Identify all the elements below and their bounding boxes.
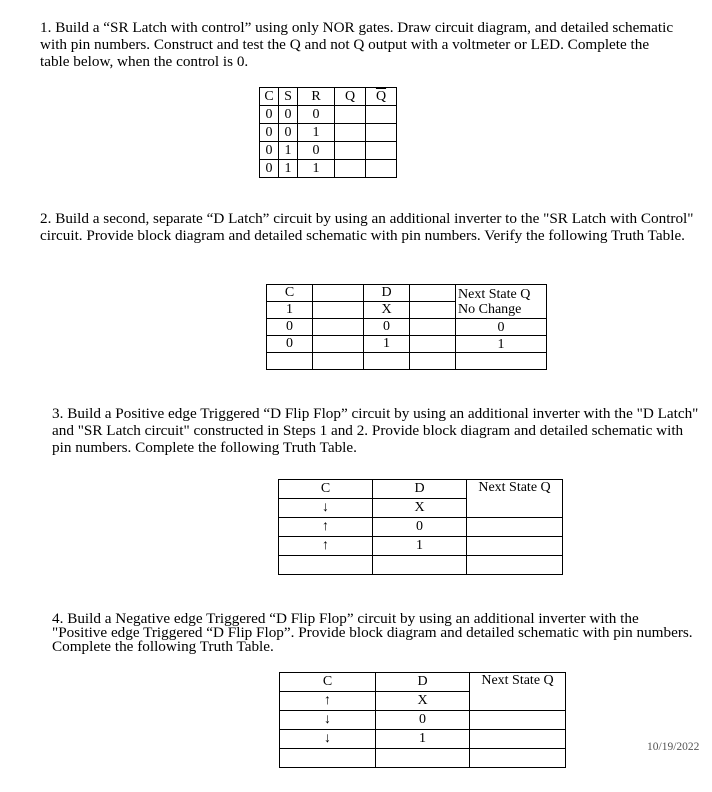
table-cell: No Change — [458, 301, 522, 317]
table-cell — [373, 556, 467, 575]
table-cell — [376, 749, 470, 768]
table-cell: 0 — [260, 142, 279, 160]
table-cell — [335, 124, 366, 142]
table-cell — [456, 353, 547, 370]
table-cell — [467, 556, 563, 575]
table-cell — [280, 749, 376, 768]
table-cell: 0 — [298, 106, 335, 124]
table-cell — [410, 285, 456, 302]
header-c: C — [280, 673, 376, 692]
table-row — [280, 749, 566, 768]
table-header-row — [280, 673, 566, 692]
header-q-bar: $\overline{Q}$ — [366, 88, 397, 106]
positive-edge-dff-truth-table — [278, 479, 563, 575]
table-cell: 1 — [279, 142, 298, 160]
table-cell — [366, 142, 397, 160]
table-row — [267, 319, 547, 336]
table-header-row — [267, 285, 547, 302]
table-cell: 0 — [373, 518, 467, 537]
table-cell: 1 — [279, 160, 298, 178]
table-cell — [313, 285, 364, 302]
table-cell: 0 — [267, 319, 313, 336]
table-cell: 1 — [456, 336, 547, 353]
table-cell: 0 — [279, 106, 298, 124]
step-4-instructions: 4. Build a Negative edge Triggered “D Flip Flop” circuit by using an additional inverter with the "Positive edge Triggered “D Flip Flop”. Provide block diagram and detailed schematic with pin numbers. Complete the following Truth Table. — [52, 610, 693, 655]
table-cell — [410, 302, 456, 319]
table-cell: 0 — [279, 124, 298, 142]
table-cell — [267, 353, 313, 370]
table-cell: 1 — [298, 160, 335, 178]
table-row — [260, 106, 397, 124]
table-cell: ↑ — [280, 692, 376, 711]
header-s: S — [279, 88, 298, 106]
header-c: C — [260, 88, 279, 106]
table-row — [260, 142, 397, 160]
header-c: C — [267, 285, 313, 302]
table-cell — [279, 556, 373, 575]
table-cell: 0 — [364, 319, 410, 336]
table-cell — [366, 160, 397, 178]
header-next-state: Next State Q — [470, 673, 566, 711]
table-cell: 0 — [456, 319, 547, 336]
table-cell: 0 — [260, 160, 279, 178]
table-header-row — [279, 480, 563, 499]
table-header-row — [260, 88, 397, 106]
table-cell: 1 — [364, 336, 410, 353]
sr-latch-truth-table — [259, 87, 397, 178]
table-cell: X — [373, 499, 467, 518]
table-row — [280, 730, 566, 749]
table-cell: 0 — [267, 336, 313, 353]
table-cell: 0 — [260, 106, 279, 124]
table-cell: ↑ — [279, 518, 373, 537]
table-cell — [313, 319, 364, 336]
table-cell: 0 — [298, 142, 335, 160]
table-cell — [313, 302, 364, 319]
table-cell: 1 — [267, 302, 313, 319]
table-cell: X — [376, 692, 470, 711]
d-latch-truth-table — [266, 284, 547, 370]
table-cell — [366, 124, 397, 142]
table-cell: 1 — [373, 537, 467, 556]
table-row — [279, 556, 563, 575]
table-cell: X — [364, 302, 410, 319]
table-cell — [313, 336, 364, 353]
table-cell — [410, 319, 456, 336]
table-cell: 1 — [298, 124, 335, 142]
table-cell: ↑ — [279, 537, 373, 556]
negative-edge-dff-truth-table — [279, 672, 566, 768]
header-d: D — [373, 480, 467, 499]
document-date: 10/19/2022 — [647, 741, 700, 753]
header-d: D — [364, 285, 410, 302]
header-next-state: Next State Q — [467, 480, 563, 518]
header-next-state-label: Next State Q — [458, 286, 531, 302]
step-2-instructions: 2. Build a second, separate “D Latch” circuit by using an additional inverter to the "SR Latch with Control" circuit. Provide block diagram and detailed schematic with pin numbers. Verify the following Truth Table. — [40, 210, 694, 244]
table-cell — [364, 353, 410, 370]
table-cell — [335, 106, 366, 124]
table-row — [267, 336, 547, 353]
header-next-state — [456, 285, 547, 319]
table-row — [260, 124, 397, 142]
table-cell: ↓ — [279, 499, 373, 518]
header-c: C — [279, 480, 373, 499]
table-cell: ↓ — [280, 711, 376, 730]
table-row — [279, 518, 563, 537]
table-cell — [335, 160, 366, 178]
header-q: Q — [335, 88, 366, 106]
table-cell — [470, 711, 566, 730]
table-row — [280, 711, 566, 730]
table-cell: 0 — [260, 124, 279, 142]
table-cell: 0 — [376, 711, 470, 730]
table-cell — [410, 353, 456, 370]
table-row — [267, 353, 547, 370]
table-cell: 1 — [376, 730, 470, 749]
table-cell — [366, 106, 397, 124]
step-3-instructions: 3. Build a Positive edge Triggered “D Flip Flop” circuit by using an additional inverter with the "D Latch" and "SR Latch circuit" constructed in Steps 1 and 2. Provide block diagram and detailed schematic with pin numbers. Complete the following Truth Table. — [52, 405, 699, 456]
table-cell — [470, 749, 566, 768]
table-cell — [313, 353, 364, 370]
table-cell — [467, 537, 563, 556]
table-cell — [470, 730, 566, 749]
table-cell — [410, 336, 456, 353]
header-r: R — [298, 88, 335, 106]
table-cell — [335, 142, 366, 160]
table-cell — [467, 518, 563, 537]
table-row — [260, 160, 397, 178]
header-d: D — [376, 673, 470, 692]
table-row — [279, 537, 563, 556]
step-1-instructions: 1. Build a “SR Latch with control” using only NOR gates. Draw circuit diagram, and detailed schematic with pin numbers. Construct and test the Q and not Q output with a voltmeter or LED. Complete the table below, when the control is 0. — [40, 19, 674, 70]
table-cell: ↓ — [280, 730, 376, 749]
